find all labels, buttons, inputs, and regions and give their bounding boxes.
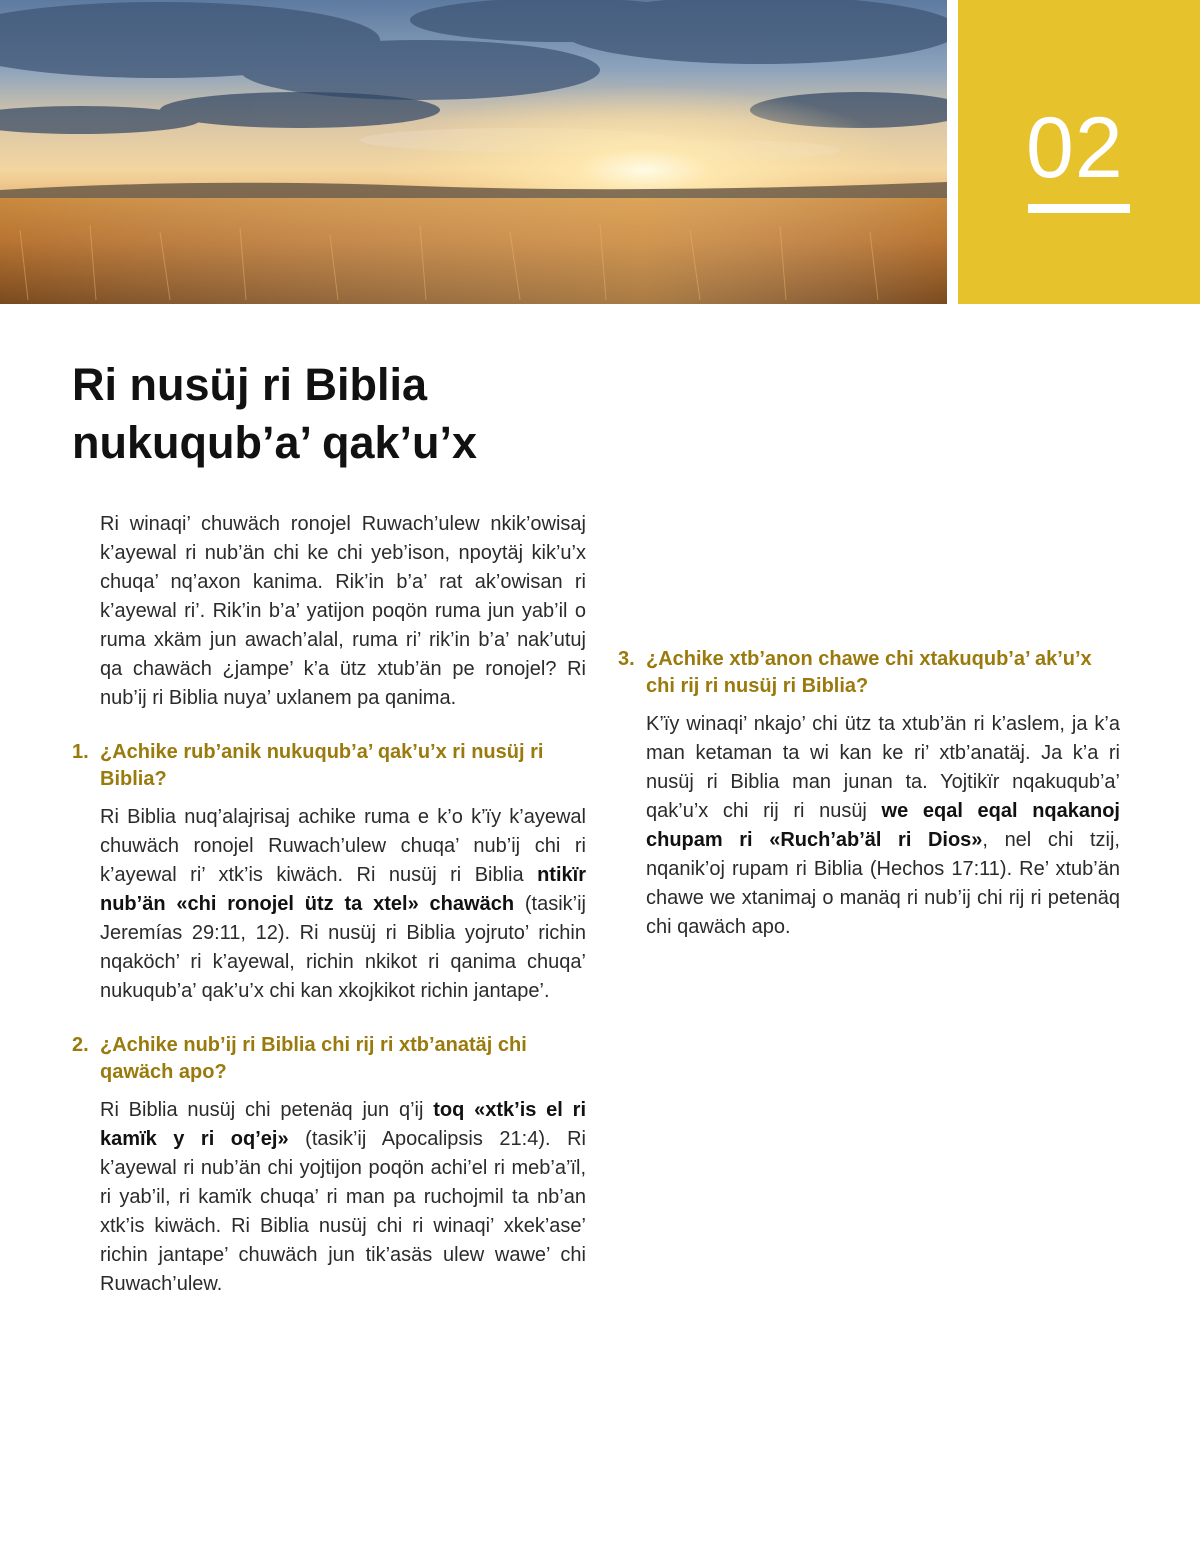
answer-1-bold: ntikïr nub’än «chi ronojel ütz ta xtel» chawäch xyxy=(100,864,586,915)
lesson-badge xyxy=(958,0,1200,304)
answer-3-bold: we eqal eqal nqakanoj chupam ri «Ruch’ab’äl ri Dios» xyxy=(646,800,1120,851)
intro-paragraph: Ri winaqi’ chuwäch ronojel Ruwach’ulew nkik’owisaj k’ayewal ri nub’än chi ke chi yeb’ison, npoytäj kik’u’x chuqa’ nq’axon kanima. Rik’in b’a’ rat ak’owisan ri k’ayewal ri’. Rik’in b’a’ yatijon poqön ruma jun yab’il o ruma xkäm jun awach’alal, ruma ri’ rik’in b’a’ nak’utuj qa chawäch ¿jampe’ k’a ütz xtub’än pe ronojel? Ri nub’ij ri Biblia nuya’ uxlanem pa qanima. xyxy=(100,513,586,709)
answer-3 xyxy=(646,710,1120,942)
question-1 xyxy=(72,739,586,793)
answer-2-part-1: Ri Biblia nusüj chi petenäq jun q’ij xyxy=(100,1099,434,1121)
left-column xyxy=(72,510,587,1299)
answer-2 xyxy=(100,1096,586,1299)
right-column xyxy=(618,510,1120,942)
question-3 xyxy=(618,646,1120,700)
wheat-field-sunset-image xyxy=(0,0,947,304)
answer-1-part-1: Ri Biblia nuq’alajrisaj achike ruma e k’o k’ïy k’ayewal chuwäch ronojel Ruwach’ulew chuqa’ nub’ij chi ri k’ayewal ri’ xtk’is kiwäch. Ri nusüj ri Biblia xyxy=(100,806,586,886)
question-3-text: ¿Achike xtb’anon chawe chi xtakuqub’a’ ak’u’x chi rij ri nusüj ri Biblia? xyxy=(646,648,1092,697)
answer-1-part-2: (tasik’ij Jeremías 29:11, 12). Ri nusüj ri Biblia yojruto’ richin nqaköch’ ri k’ayewal, richin nkikot ri qanima chuqa’ nukuqub’a’ qak’u’x chi kan xkojkikot richin jantape’. xyxy=(100,893,587,1002)
page-title xyxy=(72,356,612,472)
question-3-number: 3. xyxy=(618,648,635,670)
lesson-number: 02 xyxy=(1026,100,1124,196)
question-2-number: 2. xyxy=(72,1034,89,1056)
page-title-line-2: nukuqub’a’ qak’u’x xyxy=(72,417,478,468)
question-2-text: ¿Achike nub’ij ri Biblia chi rij ri xtb’anatäj chi qawäch apo? xyxy=(100,1034,527,1083)
answer-1 xyxy=(100,803,586,1006)
answer-2-part-2: (tasik’ij Apocalipsis 21:4). Ri k’ayewal ri nub’än chi yojtijon poqön achi’el ri meb’a’ïl, ri yab’il, ri kamïk chuqa’ ri man pa ruchojmil ta nb’an xtk’is kiwäch. Ri Biblia nusüj chi ri winaqi’ xkek’ase’ richin jantape’ chuwäch jun tik’asäs ulew wawe’ chi Ruwach’ulew. xyxy=(100,1128,586,1295)
question-1-number: 1. xyxy=(72,741,89,763)
page-title-line-1: Ri nusüj ri Biblia xyxy=(72,359,428,410)
answer-2-bold: toq «xtk’is el ri kamïk y ri oq’ej» xyxy=(100,1099,586,1150)
question-2 xyxy=(72,1032,586,1086)
answer-3-part-1: K’ïy winaqi’ nkajo’ chi ütz ta xtub’än ri k’aslem, ja k’a man ketaman ta wi kan ke ri’ xtb’anatäj. Ja k’a ri nusüj ri Biblia man junan ta. Yojtikïr nqakuqub’a’ qak’u’x chi rij ri nusüj xyxy=(646,713,1120,822)
question-1-text: ¿Achike rub’anik nukuqub’a’ qak’u’x ri nusüj ri Biblia? xyxy=(100,741,544,790)
answer-3-part-2: , nel chi tzij, nqanik’oj rupam ri Biblia (Hechos 17:11). Re’ xtub’än chawe we xtanimaj o manäq ri nub’ij chi rij ri petenäq chi qawäch apo. xyxy=(646,829,1120,938)
hero-image xyxy=(0,0,947,304)
badge-underline xyxy=(1028,204,1130,213)
